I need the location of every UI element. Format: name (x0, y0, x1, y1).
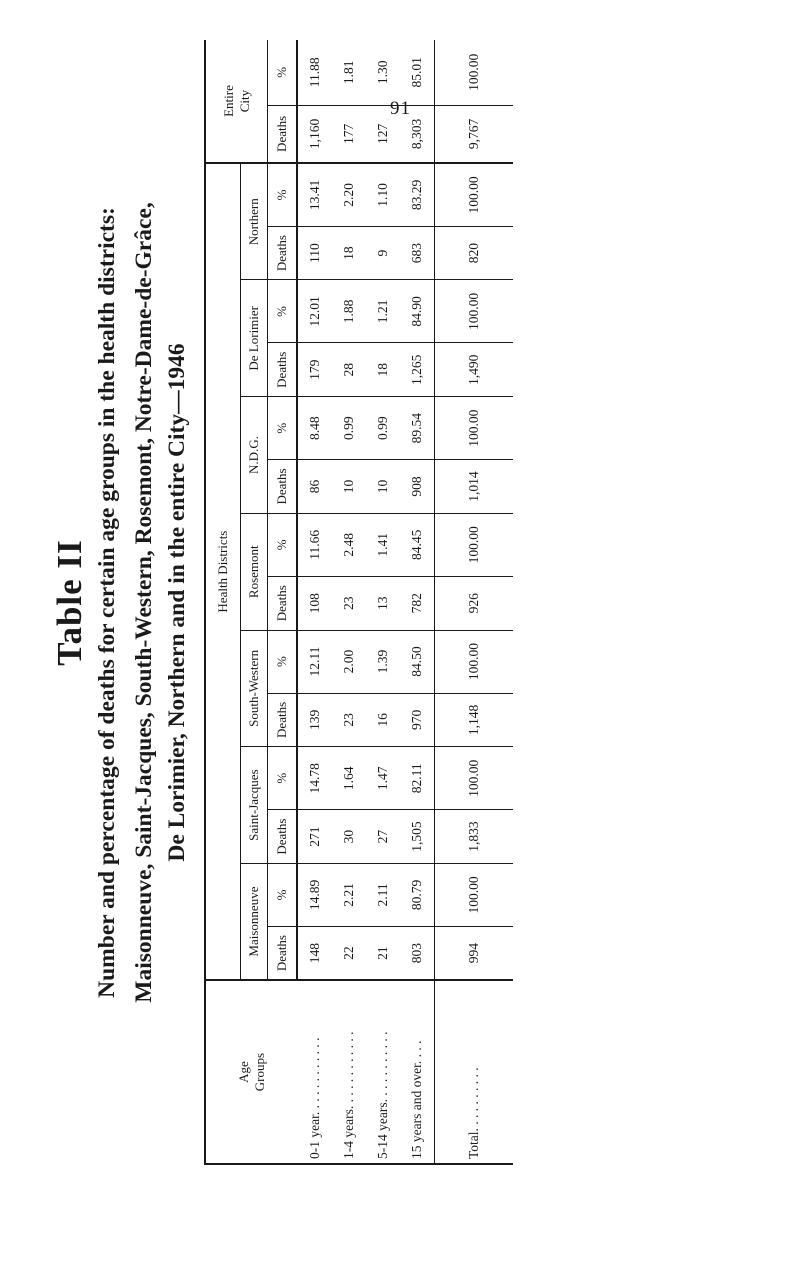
percent-cell: 0.99 (366, 397, 400, 460)
deaths-cell: 23 (332, 576, 366, 630)
pct-col-header: % (268, 513, 298, 576)
pct-col-header: % (268, 630, 298, 693)
deaths-cell: 13 (366, 576, 400, 630)
percent-cell: 11.88 (307, 57, 322, 88)
deaths-cell: 18 (366, 343, 400, 397)
percent-cell: 1.30 (375, 60, 390, 85)
percent-cell: 100.00 (435, 747, 514, 810)
percent-cell: 1.21 (366, 280, 400, 343)
deaths-cell: 820 (435, 226, 514, 280)
deaths-cell: 9 (366, 226, 400, 280)
percent-cell: 84.45 (400, 513, 435, 576)
percent-cell: 80.79 (400, 863, 435, 926)
percent-cell: 8.48 (297, 397, 332, 460)
percent-cell: 1.41 (366, 513, 400, 576)
percent-cell: 2.48 (332, 513, 366, 576)
deaths-cell: 148 (297, 926, 332, 980)
deaths-cell: 139 (297, 693, 332, 747)
district-header-rosemont: Rosemont (241, 513, 268, 630)
percent-cell: 100.00 (435, 397, 514, 460)
deaths-cell: 22 (332, 926, 366, 980)
district-header-saint-jacques: Saint-Jacques (241, 747, 268, 864)
deaths-col-header: Deaths (268, 105, 298, 163)
age-group-label: 5-14 years. . . . . . . . . . . (366, 980, 400, 1164)
percent-cell: 100.00 (435, 280, 514, 343)
percent-cell: 1.81 (341, 60, 356, 85)
age-group-label: 1-4 years. . . . . . . . . . . . (332, 980, 366, 1164)
total-row (435, 40, 514, 1164)
deaths-cell: 179 (297, 343, 332, 397)
percent-cell: 1.10 (366, 163, 400, 226)
percent-cell: 100.00 (435, 163, 514, 226)
deaths-cell: 1,160 (297, 105, 332, 163)
deaths-cell: 994 (435, 926, 514, 980)
percent-cell: 84.90 (400, 280, 435, 343)
percent-cell: 0.99 (332, 397, 366, 460)
percent-cell: 2.20 (332, 163, 366, 226)
deaths-col-header: Deaths (268, 926, 298, 980)
age-groups-header-line2: Groups (251, 1052, 267, 1092)
table-caption-line-2 (131, 40, 191, 1165)
deaths-cell: 108 (297, 576, 332, 630)
deaths-col-header: Deaths (268, 226, 298, 280)
deaths-cell: 27 (366, 810, 400, 864)
table-caption-line-2-text: Maisonneuve, Saint-Jacques, South-Western, Rosemont, Notre-Dame-de-Grâce, (131, 202, 157, 1003)
percent-cell: 84.50 (400, 630, 435, 693)
percent-cell: 100.00 (435, 513, 514, 576)
percent-cell: 100.00 (435, 40, 514, 105)
rotated-page-content (50, 40, 555, 1165)
percent-cell: 100.00 (435, 863, 514, 926)
district-header-de-lorimier: De Lorimier (241, 280, 268, 397)
entire-city-header-line2: City (236, 89, 252, 113)
percent-cell: 1.88 (332, 280, 366, 343)
percent-cell: 1.39 (366, 630, 400, 693)
deaths-col-header: Deaths (268, 810, 298, 864)
deaths-cell: 86 (297, 460, 332, 514)
percent-cell: 13.41 (297, 163, 332, 226)
percent-cell: 12.01 (297, 280, 332, 343)
percent-cell: 14.89 (297, 863, 332, 926)
age-group-label: 15 years and over. . . . (400, 980, 435, 1164)
pct-col-header: % (268, 40, 298, 105)
deaths-by-age-table (204, 40, 513, 1165)
deaths-cell: 21 (366, 926, 400, 980)
deaths-cell: 1,148 (435, 693, 514, 747)
table-row (297, 40, 332, 1164)
district-header-maisonneuve: Maisonneuve (241, 863, 268, 980)
deaths-cell: 1,014 (435, 460, 514, 514)
percent-cell: 89.54 (400, 397, 435, 460)
deaths-cell: 28 (332, 343, 366, 397)
deaths-cell: 1,505 (400, 810, 435, 864)
table-caption-line-1: Number and percentage of deaths for certain age groups in the health districts: (94, 207, 120, 998)
deaths-cell: 10 (366, 460, 400, 514)
age-group-label: 0-1 year. . . . . . . . . . . . (297, 980, 332, 1164)
age-group-label: Total. . . . . . . . . . (435, 980, 514, 1164)
deaths-cell: 30 (332, 810, 366, 864)
percent-cell: 100.00 (435, 630, 514, 693)
deaths-cell: 1,265 (400, 343, 435, 397)
percent-cell: 2.00 (332, 630, 366, 693)
deaths-cell: 1,490 (435, 343, 514, 397)
table-row (400, 40, 435, 1164)
percent-cell: 82.11 (400, 747, 435, 810)
entire-city-header (205, 40, 268, 163)
deaths-cell: 683 (400, 226, 435, 280)
deaths-cell: 8,303 (400, 105, 435, 163)
percent-cell: 1.47 (366, 747, 400, 810)
deaths-cell: 970 (400, 693, 435, 747)
deaths-cell: 127 (366, 105, 400, 163)
table-row (366, 40, 400, 1164)
deaths-cell: 23 (332, 693, 366, 747)
district-header-northern: Northern (241, 163, 268, 280)
health-districts-header: Health Districts (205, 163, 241, 980)
age-groups-header-line1: Age (235, 1061, 251, 1083)
pct-col-header: % (268, 163, 298, 226)
deaths-cell: 16 (366, 693, 400, 747)
percent-cell: 11.66 (297, 513, 332, 576)
pct-col-header: % (268, 397, 298, 460)
entire-city-header-line1: Entire (220, 85, 236, 117)
percent-cell: 12.11 (297, 630, 332, 693)
deaths-cell: 782 (400, 576, 435, 630)
table-body (297, 40, 513, 1164)
table-row (332, 40, 366, 1164)
pct-col-header: % (268, 280, 298, 343)
percent-cell: 2.11 (366, 863, 400, 926)
table-caption-line-3-text: De Lorimier, Northern and in the entire City—1946 (164, 343, 190, 862)
percent-cell: 14.78 (297, 747, 332, 810)
statistics-table-wrapper (204, 40, 549, 1165)
deaths-cell: 10 (332, 460, 366, 514)
deaths-cell: 803 (400, 926, 435, 980)
page-number: 91 (390, 98, 411, 119)
deaths-cell: 926 (435, 576, 514, 630)
percent-cell: 83.29 (400, 163, 435, 226)
percent-cell: 1.64 (332, 747, 366, 810)
deaths-cell: 9,767 (435, 105, 514, 163)
deaths-col-header: Deaths (268, 460, 298, 514)
pct-col-header: % (268, 863, 298, 926)
percent-cell: 2.21 (332, 863, 366, 926)
deaths-cell: 110 (297, 226, 332, 280)
pct-col-header: % (268, 747, 298, 810)
deaths-cell: 908 (400, 460, 435, 514)
deaths-col-header: Deaths (268, 693, 298, 747)
deaths-cell: 271 (297, 810, 332, 864)
district-header-ndg: N.D.G. (241, 397, 268, 514)
deaths-cell: 177 (332, 105, 366, 163)
percent-cell: 85.01 (409, 57, 424, 88)
deaths-col-header: Deaths (268, 343, 298, 397)
deaths-cell: 18 (332, 226, 366, 280)
district-header-south-western: South-Western (241, 630, 268, 747)
deaths-cell: 1,833 (435, 810, 514, 864)
deaths-col-header: Deaths (268, 576, 298, 630)
table-title: Table II (50, 539, 89, 666)
age-groups-header (205, 980, 297, 1164)
